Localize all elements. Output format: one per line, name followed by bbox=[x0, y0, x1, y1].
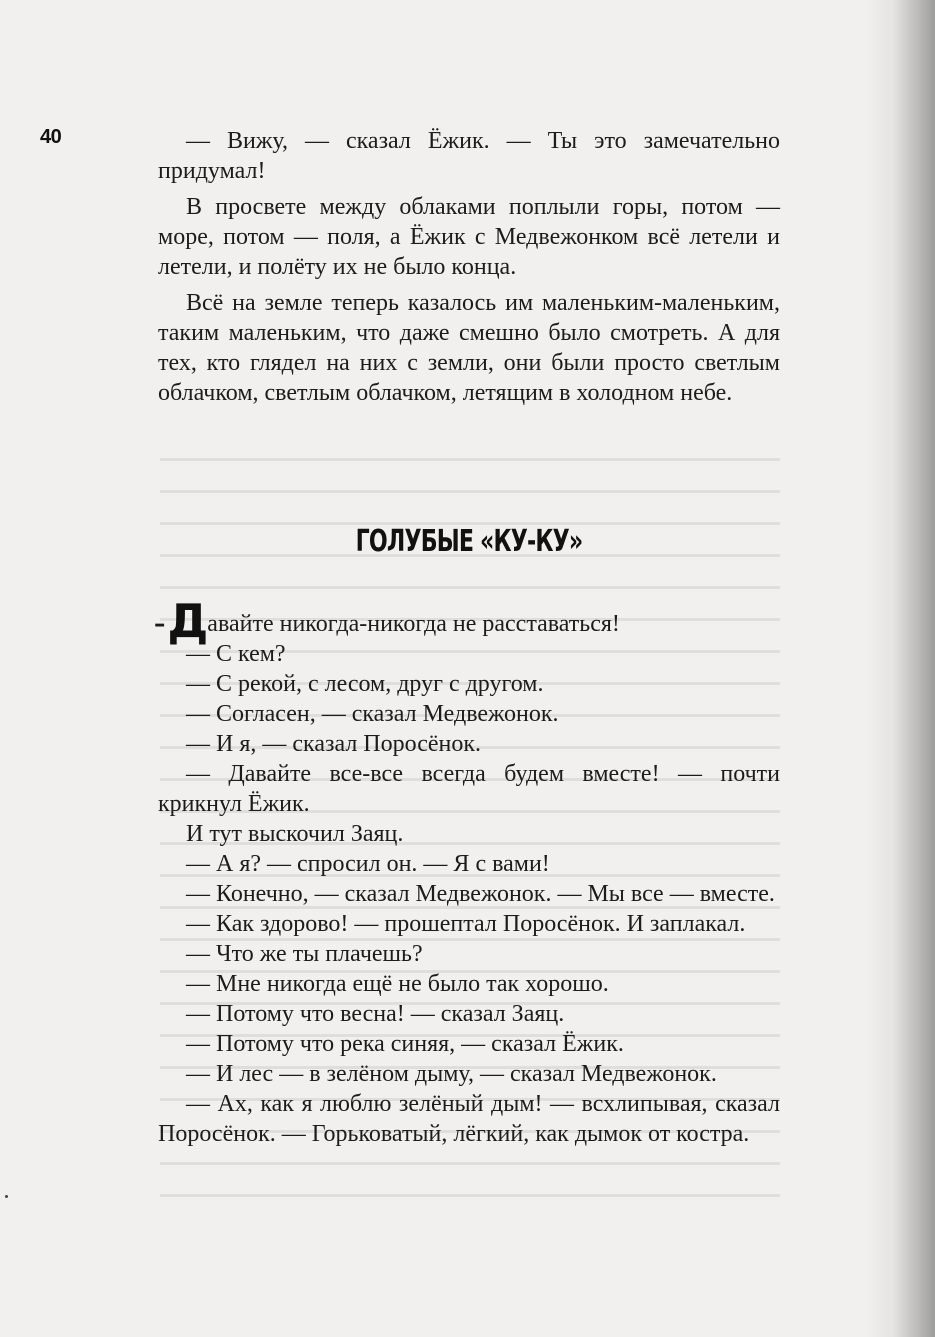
paragraph: — Мне никогда ещё не было так хорошо. bbox=[186, 971, 609, 997]
paragraph: — Вижу, — сказал Ёжик. — Ты это замечательно придумал! bbox=[158, 128, 780, 184]
paragraph: Всё на земле теперь казалось им маленьким-маленьким, таким маленьким, что даже смешно было смотреть. А для тех, кто глядел на них с земли, они были просто светлым облачком, светлым облачком, летящим в холодном небе. bbox=[158, 290, 780, 406]
scan-speck bbox=[5, 1195, 8, 1198]
paragraph: — Давайте все-все всегда будем вместе! — почти крикнул Ёжик. bbox=[158, 761, 780, 817]
dropcap-dash: - bbox=[154, 604, 166, 641]
paragraph: — Согласен, — сказал Медвежонок. bbox=[186, 701, 559, 727]
paragraph: — Потому что весна! — сказал Заяц. bbox=[186, 1001, 565, 1027]
paragraph: В просвете между облаками поплыли горы, потом — море, потом — поля, а Ёжик с Медвежонком всё летели и летели, и полёту их не было конца. bbox=[158, 194, 780, 280]
first-line-text: авайте никогда-никогда не расставаться! bbox=[207, 611, 620, 637]
chapter-title: ГОЛУБЫЕ «КУ-КУ» bbox=[355, 524, 583, 559]
page-number: 40 bbox=[40, 126, 62, 148]
paragraph: — С кем? bbox=[186, 641, 286, 667]
chapter-first-paragraph bbox=[154, 594, 780, 648]
paragraph: — Конечно, — сказал Медвежонок. — Мы все — вместе. bbox=[186, 881, 775, 907]
page-spine-shadow bbox=[865, 0, 935, 1337]
dropcap-letter: Д bbox=[167, 594, 207, 648]
paragraph: — И я, — сказал Поросёнок. bbox=[186, 731, 482, 757]
paragraph: — С рекой, с лесом, друг с другом. bbox=[186, 671, 544, 697]
paragraph: — Потому что река синяя, — сказал Ёжик. bbox=[186, 1031, 624, 1057]
section-1-text bbox=[158, 126, 780, 408]
paragraph: — Ах, как я люблю зелёный дым! — всхлипывая, сказал Поросёнок. — Горьковатый, лёгкий, как дымок от костра. bbox=[158, 1091, 780, 1147]
paragraph: — Как здорово! — прошептал Поросёнок. И заплакал. bbox=[186, 911, 746, 937]
paragraph: — Что же ты плачешь? bbox=[186, 941, 423, 967]
chapter-text bbox=[154, 594, 780, 1149]
paragraph: — И лес — в зелёном дыму, — сказал Медвежонок. bbox=[186, 1061, 717, 1087]
paragraph: — А я? — спросил он. — Я с вами! bbox=[186, 851, 550, 877]
paragraph: И тут выскочил Заяц. bbox=[186, 821, 404, 847]
